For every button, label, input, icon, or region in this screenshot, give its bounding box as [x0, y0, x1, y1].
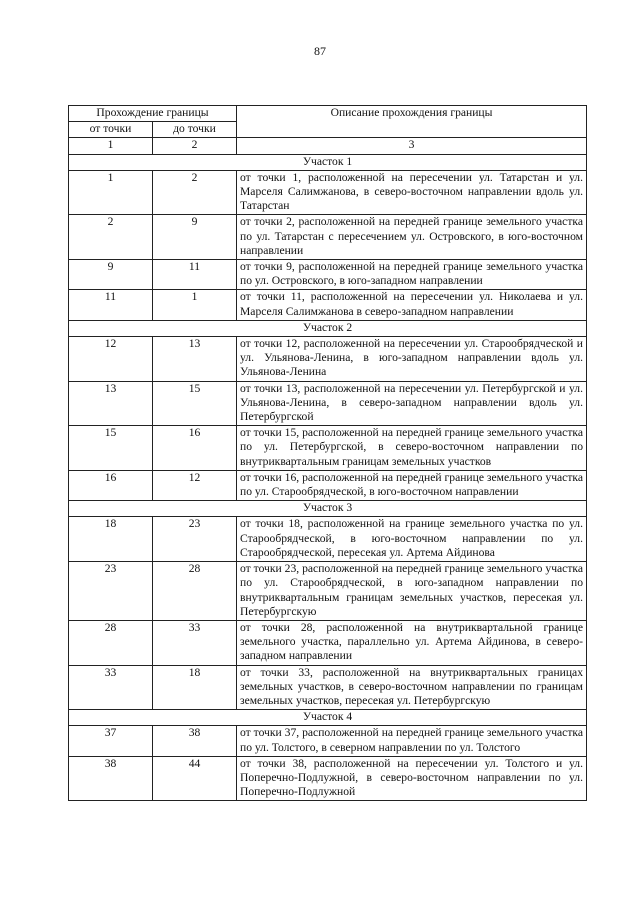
from-point: 23 — [69, 562, 153, 621]
description: от точки 1, расположенной на пересечении ул. Татарстан и ул. Марселя Салимжанова, в северо-восточном направлении вдоль ул. Татарстан — [237, 170, 587, 215]
to-point: 12 — [153, 470, 237, 500]
section-title: Участок 1 — [69, 154, 587, 170]
header-description: Описание прохождения границы — [237, 106, 587, 138]
section-row — [69, 154, 587, 170]
to-point: 38 — [153, 726, 237, 756]
from-point: 16 — [69, 470, 153, 500]
table-row — [69, 290, 587, 320]
table-row — [69, 726, 587, 756]
to-point: 9 — [153, 215, 237, 260]
section-title: Участок 3 — [69, 501, 587, 517]
page-number: 87 — [314, 44, 326, 58]
column-number-3: 3 — [237, 138, 587, 154]
section-title: Участок 2 — [69, 320, 587, 336]
header-from: от точки — [69, 122, 153, 138]
header-passage: Прохождение границы — [69, 106, 237, 122]
to-point: 18 — [153, 665, 237, 710]
from-point: 13 — [69, 381, 153, 426]
to-point: 28 — [153, 562, 237, 621]
to-point: 44 — [153, 756, 237, 801]
from-point: 15 — [69, 426, 153, 471]
from-point: 12 — [69, 337, 153, 382]
description: от точки 23, расположенной на передней границе земельного участка по ул. Старообрядческой, в юго-западном направлении по внутриквартальным границам земельных участков, пересекая ул. Петербургскую — [237, 562, 587, 621]
description: от точки 9, расположенной на передней границе земельного участка по ул. Островского, в юго-западном направлении — [237, 260, 587, 290]
from-point: 28 — [69, 620, 153, 665]
to-point: 2 — [153, 170, 237, 215]
description: от точки 37, расположенной на передней границе земельного участка по ул. Толстого, в северном направлении по ул. Толстого — [237, 726, 587, 756]
section-row — [69, 320, 587, 336]
to-point: 33 — [153, 620, 237, 665]
table-row — [69, 215, 587, 260]
to-point: 15 — [153, 381, 237, 426]
section-title: Участок 4 — [69, 710, 587, 726]
section-row — [69, 501, 587, 517]
to-point: 1 — [153, 290, 237, 320]
table-row — [69, 170, 587, 215]
from-point: 1 — [69, 170, 153, 215]
table-row — [69, 665, 587, 710]
from-point: 9 — [69, 260, 153, 290]
table-row — [69, 756, 587, 801]
header-row — [69, 106, 587, 122]
to-point: 16 — [153, 426, 237, 471]
table-row — [69, 426, 587, 471]
table-row — [69, 470, 587, 500]
description: от точки 2, расположенной на передней границе земельного участка по ул. Татарстан с пересечением ул. Островского, в юго-восточном направлении — [237, 215, 587, 260]
from-point: 2 — [69, 215, 153, 260]
table-row — [69, 381, 587, 426]
to-point: 13 — [153, 337, 237, 382]
description: от точки 13, расположенной на пересечении ул. Петербургской и ул. Ульянова-Ленина, в северо-западном направлении вдоль ул. Петербургской — [237, 381, 587, 426]
description: от точки 15, расположенной на передней границе земельного участка по ул. Петербургской, в северо-восточном направлении по внутриквартальным границам земельных участков — [237, 426, 587, 471]
header-to: до точки — [153, 122, 237, 138]
table-row — [69, 562, 587, 621]
column-number-2: 2 — [153, 138, 237, 154]
from-point: 11 — [69, 290, 153, 320]
table-row — [69, 337, 587, 382]
description: от точки 28, расположенной на внутриквартальной границе земельного участка, параллельно ул. Артема Айдинова, в северо-западном направлении — [237, 620, 587, 665]
from-point: 18 — [69, 517, 153, 562]
from-point: 37 — [69, 726, 153, 756]
to-point: 11 — [153, 260, 237, 290]
description: от точки 33, расположенной на внутриквартальных границах земельных участков, в северо-восточном направлении по границам земельных участков, пересекая ул. Петербургскую — [237, 665, 587, 710]
description: от точки 12, расположенной на пересечении ул. Старообрядческой и ул. Ульянова-Ленина, в юго-западном направлении вдоль ул. Ульянова-Ленина — [237, 337, 587, 382]
from-point: 38 — [69, 756, 153, 801]
table-row — [69, 620, 587, 665]
table-row — [69, 517, 587, 562]
to-point: 23 — [153, 517, 237, 562]
description: от точки 11, расположенной на пересечении ул. Николаева и ул. Марселя Салимжанова в северо-западном направлении — [237, 290, 587, 320]
section-row — [69, 710, 587, 726]
description: от точки 18, расположенной на границе земельного участка по ул. Старообрядческой, в юго-восточном направлении по ул. Старообрядческой, пересекая ул. Артема Айдинова — [237, 517, 587, 562]
column-number-1: 1 — [69, 138, 153, 154]
boundary-table — [68, 105, 587, 801]
from-point: 33 — [69, 665, 153, 710]
description: от точки 16, расположенной на передней границе земельного участка по ул. Старообрядческой, в юго-восточном направлении — [237, 470, 587, 500]
description: от точки 38, расположенной на пересечении ул. Толстого и ул. Поперечно-Подлужной, в северо-восточном направлении по ул. Поперечно-Подлужной — [237, 756, 587, 801]
column-number-row — [69, 138, 587, 154]
table-row — [69, 260, 587, 290]
